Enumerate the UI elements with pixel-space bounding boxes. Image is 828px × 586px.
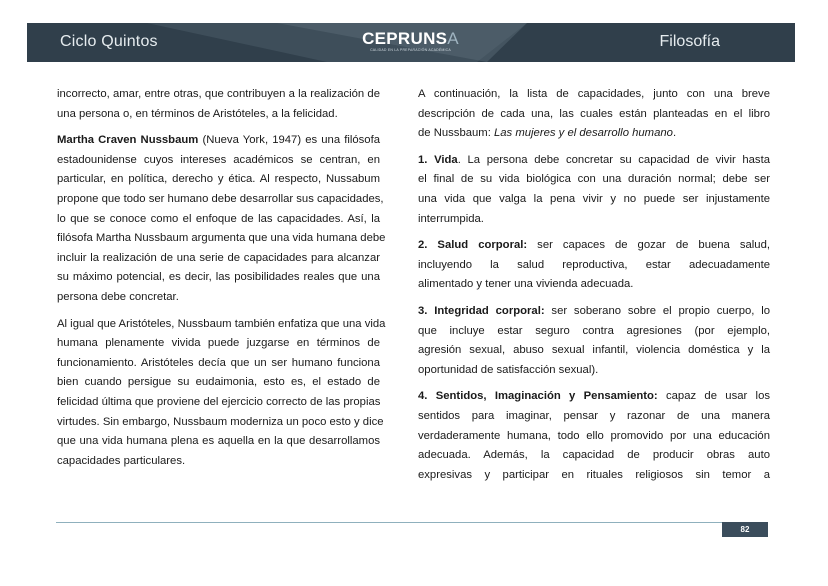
text-segment: agresión sexual, abuso sexual infantil, violencia doméstica y la: [418, 344, 770, 357]
right-column: [418, 85, 770, 492]
text-line: [57, 190, 384, 210]
text-segment: capaz de usar los: [657, 390, 770, 403]
text-line: [57, 288, 380, 308]
text-segment: (Nueva York, 1947) es una filósofa: [198, 134, 381, 147]
text-segment: particular, en política, derecho y ética. Al respecto, Nussabum: [57, 173, 380, 186]
text-line: [57, 170, 380, 190]
text-segment: incorrecto, amar, entre otras, que contribuyen a la realización de: [57, 88, 380, 100]
text-segment: . La persona debe concretar su capacidad de vivir hasta: [457, 153, 771, 166]
page-header: [27, 23, 795, 62]
text-line: [57, 334, 380, 354]
bold-text: Martha Craven Nussbaum: [57, 134, 199, 147]
text-line: [57, 210, 380, 230]
text-line: [418, 427, 770, 447]
text-line: [418, 361, 770, 381]
text-segment: persona debe concretar.: [57, 290, 179, 303]
text-segment: que una vida humana plena es aquella en la que desarrollamos: [57, 435, 380, 448]
text-line: [57, 413, 384, 433]
text-segment: lo que se conoce como el enfoque de las capacidades. Así, la: [57, 212, 380, 225]
logo-tagline: CALIDAD EN LA PREPARACIÓN ACADÉMICA: [370, 48, 451, 52]
text-segment: filósofa Martha Nussbaum argumenta que una vida humana debe: [57, 232, 386, 245]
ceprunsa-logo: [343, 29, 478, 52]
paragraph: [418, 236, 770, 295]
text-line: [57, 373, 380, 393]
text-line: [418, 236, 770, 256]
text-segment: expresivas y participar en rituales religiosos sin temor a: [418, 468, 770, 481]
text-line: [57, 151, 380, 171]
text-line: [418, 407, 770, 427]
text-line: [57, 249, 380, 269]
paragraph: [57, 85, 380, 124]
text-segment: interrumpida.: [418, 212, 484, 225]
text-segment: estadounidense cuyos intereses académicos se centran, en: [57, 153, 380, 166]
text-line: [418, 466, 770, 486]
bold-text: 2. Salud corporal:: [418, 239, 528, 252]
text-segment: verdaderamente humana, todo ello promovido por una educación: [418, 429, 770, 442]
text-line: [57, 432, 380, 452]
bold-text: 1. Vida: [418, 153, 458, 166]
subject-title: Filosofía: [659, 33, 720, 50]
text-segment: bien cuando persigue su eudaimonia, esto es, el estado de: [57, 376, 380, 389]
text-line: [418, 322, 770, 342]
text-line: [418, 151, 770, 171]
paragraph: [418, 387, 770, 485]
text-line: [418, 302, 770, 322]
course-cycle-title: Ciclo Quintos: [60, 33, 158, 50]
paragraph: [418, 85, 770, 144]
text-segment: propone que todo ser humano debe desarrollar sus capacidades,: [57, 192, 384, 205]
text-segment: una persona o, en términos de Aristóteles, a la felicidad.: [57, 107, 338, 120]
text-line: [418, 341, 770, 361]
text-line: [418, 275, 770, 295]
text-segment: incluyendo la salud reproductiva, estar adecuadamente: [418, 258, 770, 271]
text-segment: humana plenamente vivida puede juzgarse en términos de: [57, 337, 380, 350]
text-segment: alimentado y tener una vivienda adecuada.: [418, 278, 634, 291]
footer-divider: [56, 522, 722, 523]
text-segment: .: [672, 127, 677, 140]
italic-text: Las mujeres y el desarrollo humano: [493, 127, 673, 140]
text-segment: el final de su vida biológica con una duración normal; debe ser: [418, 173, 770, 186]
text-segment: incluir la realización de una serie de capacidades para alcanzar: [57, 251, 380, 264]
page-number: 82: [722, 522, 768, 537]
text-line: [418, 256, 770, 276]
text-line: [418, 124, 770, 144]
logo-text: CEPRUNS: [362, 29, 448, 48]
text-line: [57, 393, 380, 413]
text-line: [57, 452, 380, 472]
paragraph: [57, 315, 386, 472]
text-line: [418, 170, 770, 190]
bold-text: 4. Sentidos, Imaginación y Pensamiento:: [418, 390, 658, 403]
text-segment: adecuada. Además, la capacidad de producir obras auto: [418, 449, 770, 462]
text-line: [57, 268, 380, 288]
text-line: [418, 210, 770, 230]
paragraph: [418, 151, 770, 229]
text-line: [418, 105, 770, 125]
logo-accent: A: [447, 29, 459, 48]
text-segment: A continuación, la lista de capacidades, junto con una breve: [418, 88, 770, 100]
text-segment: que incluye estar seguro contra agresiones (por ejemplo,: [418, 324, 770, 337]
text-line: [57, 131, 380, 151]
text-segment: su máximo potencial, es decir, las posibilidades reales que una: [57, 271, 380, 284]
text-line: [57, 229, 386, 249]
left-column: [57, 85, 386, 478]
bold-text: 3. Integridad corporal:: [418, 304, 545, 317]
text-segment: ser soberano sobre el propio cuerpo, lo: [544, 304, 770, 317]
text-line: [57, 85, 380, 105]
text-segment: oportunidad de satisfacción sexual).: [418, 363, 599, 376]
paragraph: [418, 302, 770, 380]
text-segment: una vida que valga la pena vivir y no puede ser injustamente: [418, 192, 770, 205]
text-segment: descripción de cada una, las cuales están planteadas en el libro: [418, 107, 770, 120]
text-line: [418, 190, 770, 210]
text-segment: funcionamiento. Aristóteles decía que un ser humano funciona: [57, 356, 380, 369]
text-line: [418, 387, 770, 407]
text-line: [418, 85, 770, 105]
text-segment: Al igual que Aristóteles, Nussbaum también enfatiza que una vida: [57, 317, 386, 330]
text-line: [57, 105, 380, 125]
text-line: [57, 354, 380, 374]
text-line: [418, 446, 770, 466]
paragraph: [57, 131, 386, 307]
text-segment: sentidos para imaginar, pensar y razonar de una manera: [418, 409, 770, 422]
text-segment: de Nussbaum:: [418, 127, 494, 140]
text-segment: ser capaces de gozar de buena salud,: [527, 239, 770, 252]
text-line: [57, 315, 386, 335]
text-segment: virtudes. Sin embargo, Nussbaum moderniza un poco esto y dice: [57, 415, 384, 428]
text-segment: felicidad última que proviene del ejercicio correcto de las propias: [57, 395, 381, 408]
text-segment: capacidades particulares.: [57, 454, 186, 467]
